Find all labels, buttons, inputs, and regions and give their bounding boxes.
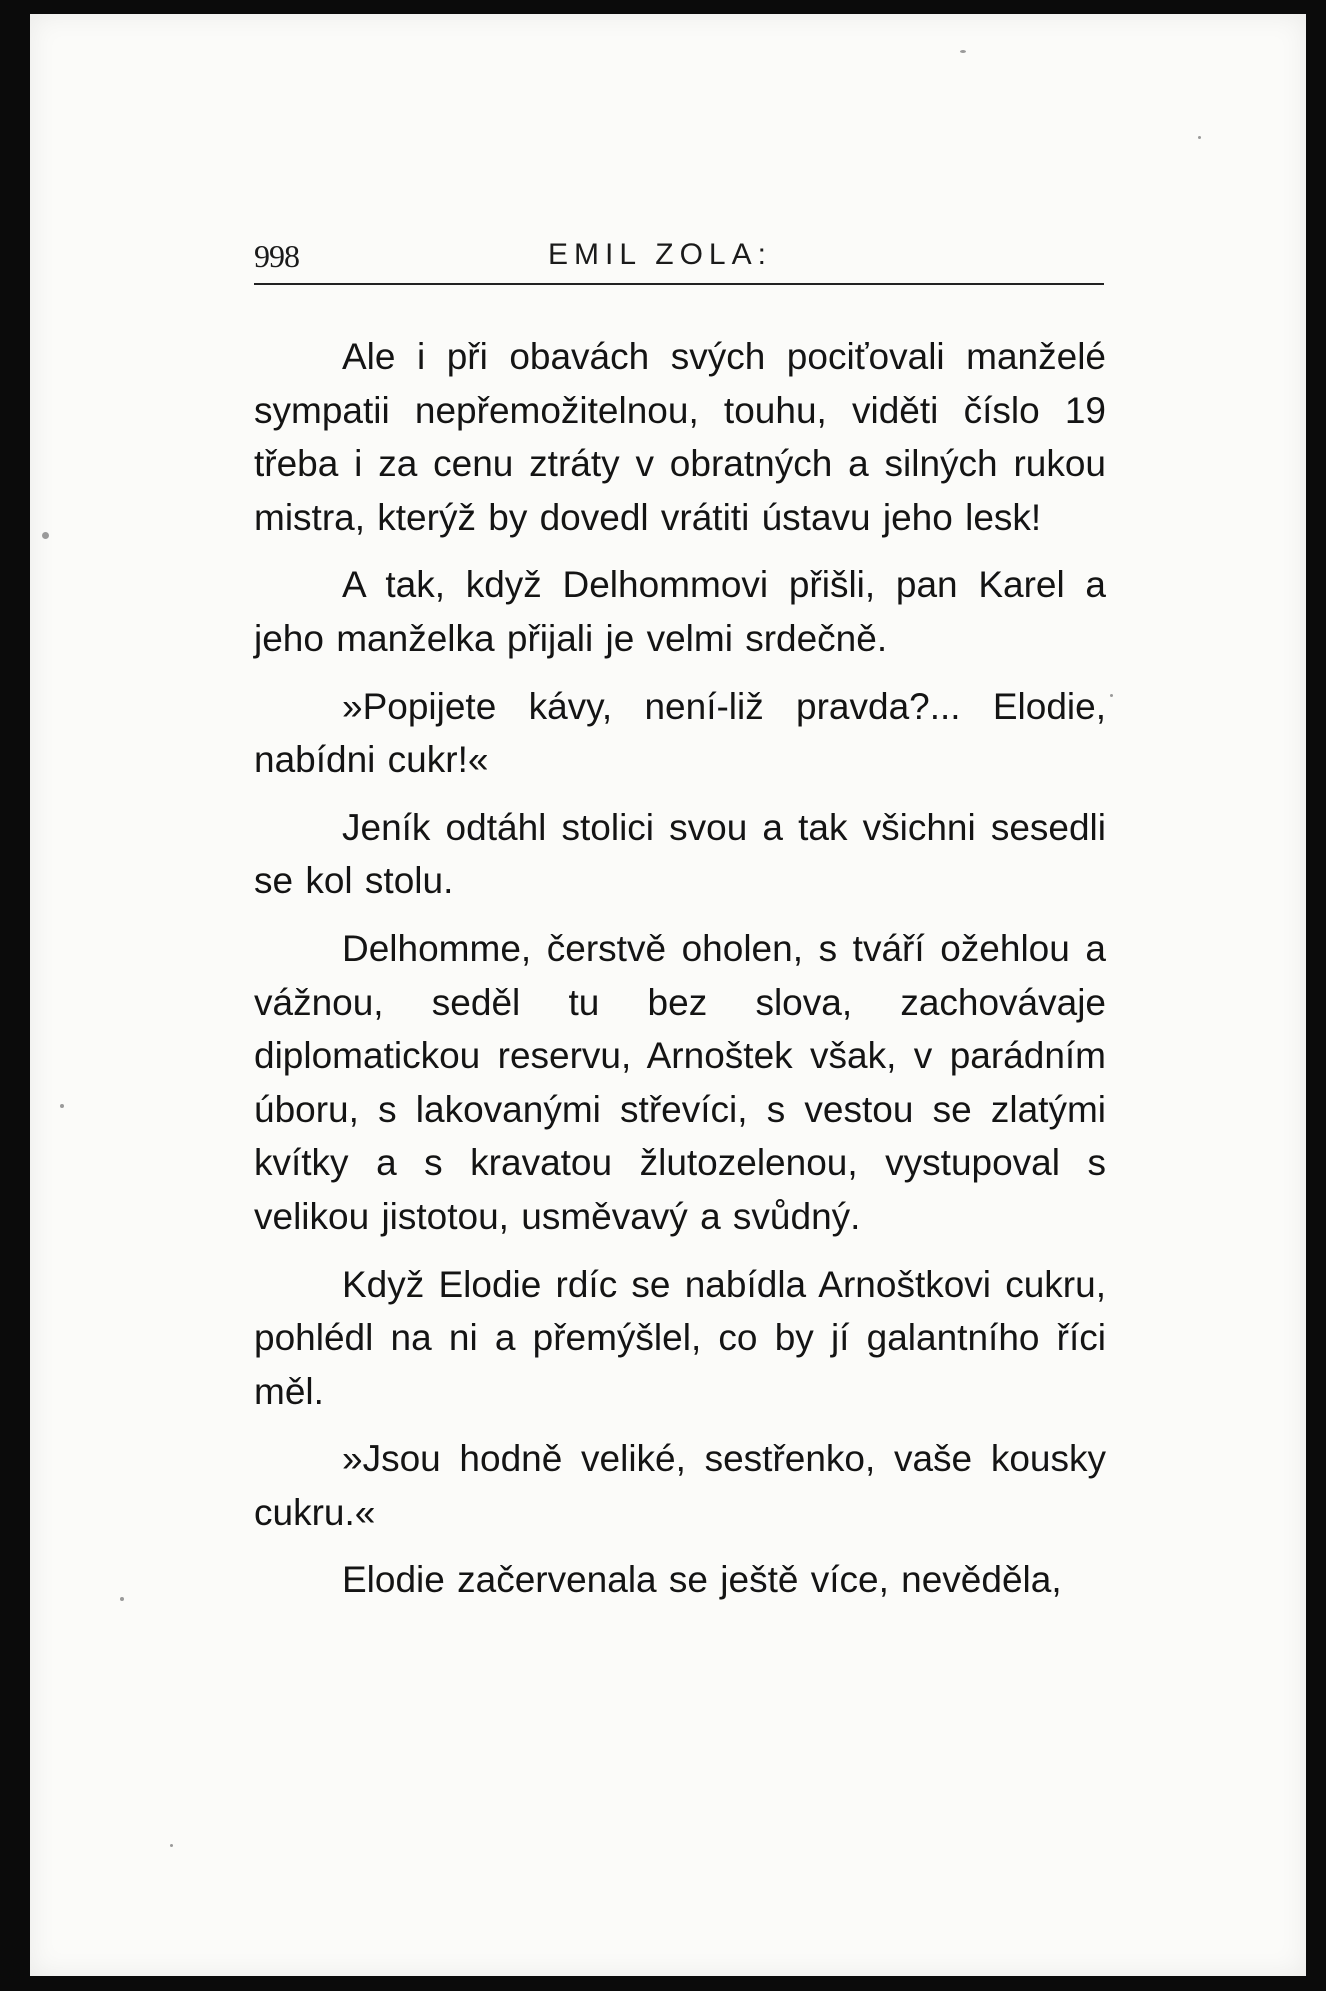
paragraph: Elodie začervenala se ještě více, nevěděla, [342, 1559, 1062, 1601]
dust-speck [1110, 694, 1113, 697]
body-text [254, 330, 1106, 1607]
dust-speck [170, 1844, 173, 1847]
paragraph: »Jsou hodně veliké, sestřenko, vaše kousky cukru.« [254, 1438, 1106, 1533]
paragraph: A tak, když Delhommovi přišli, pan Karel a jeho manželka přijali je velmi srdečně. [254, 564, 1106, 659]
paragraph: Delhomme, čerstvě oholen, s tváří ožehlou a vážnou, seděl tu bez slova, zachovávaje diplomatickou reservu, Arnoštek však, v parádním úboru, s lakovanými střevíci, s vestou se zlatými kvítky a s kravatou žlutozelenou, vystupoval s velikou jistotou, usměvavý a svůdný. [254, 927, 1106, 1237]
dust-speck [42, 532, 49, 539]
paragraph: »Popijete kávy, není-liž pravda?... Elodie, nabídni cukr!« [254, 685, 1106, 781]
running-title: EMIL ZOLA: [548, 238, 772, 271]
paragraph: Jeník odtáhl stolici svou a tak všichni sesedli se kol stolu. [254, 806, 1106, 902]
dust-speck [120, 1597, 124, 1601]
paragraph: Ale i při obavách svých pociťovali manželé sympatii nepřemožitelnou, touhu, viděti číslo 19 třeba i za cenu ztráty v obratných a silných rukou mistra, kterýž by dovedl vrátiti ústavu jeho lesk! [254, 336, 1106, 538]
paragraph: Když Elodie rdíc se nabídla Arnoštkovi cukru, pohlédl na ni a přemýšlel, co by jí galantního říci měl. [254, 1263, 1106, 1412]
page-number: 998 [254, 238, 299, 274]
running-header [254, 232, 1104, 282]
dust-speck [60, 1104, 64, 1108]
dust-speck [1198, 136, 1201, 139]
dust-speck [960, 50, 966, 53]
header-rule [254, 283, 1104, 285]
